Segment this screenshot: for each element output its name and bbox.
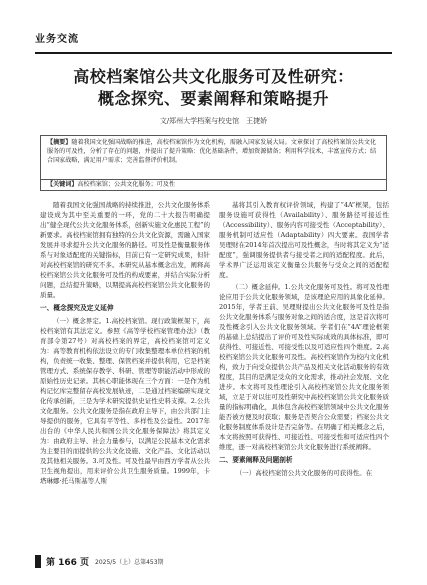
page-number: 第 166 页 (46, 558, 90, 568)
abstract-label: 【摘要】 (47, 139, 72, 146)
section-heading: 二、要素阐释及问题剖析 (219, 456, 293, 464)
section-tag: 业务交流 (35, 34, 79, 45)
paragraph: （一）高校档案馆公共文化服务的可获得性。在 (235, 469, 373, 477)
keywords-label: 【关键词】 (47, 181, 78, 188)
paragraph: 随着我国文化强国战略的持续推进，公共文化服务体系建设成为其中至关重要的一环，党的二十大报告明确提出“健全现代公共文化服务体系，创新实施文化惠民工程”的新要求。高校档案馆拥有独特的公共文化资源，需融入国家发展并寻求提升公共文化服务的路径。可及性是衡量服务体系与对象适配度的关键指标，目前已有一定研究成果，但针对高校档案馆的研究不多。本研究从基本概念出发，阐释高校档案馆公共文化服务可及性的构成要素，并结合实际分析问题，总结提升策略，以期提高高校档案馆公共文化服务的质量。 (40, 201, 210, 299)
paragraph: （二）概念延伸。1.公共文化服务可及性。将可及性理论应用于公共文化服务领域，是该理论应用的具象化延伸。2015年，学者王前、吴理财提出公共文化服务可及性是指公共文化服务体系与服务对象之间的适合度，这是首次将可及性概念引入公共文化服务领域。学者们在“4A”理论框架的基础上总结提出了评价可及性实际成效的具体标准，即可获得性、可接近性、可接受性以及可适应性四个维度。2.高校档案馆公共文化服务可及性。高校档案馆作为校内文化机构，致力于向受众提供公共产品及相关文化活动服务的有效程度，其目的是满足受众的文化需求，推动社会发展、文化进步。本文将可及性理论引入高校档案馆公共文化服务领域，立足于对以往可及性研究中高校档案馆公共文化服务质量的指标明确化，具体包含高校档案馆领域中公共文化服务能否被方便及时获取；服务是否契合公众需要；档案公共文化服务制度体系设计是否完备等。在明确了相关概念之后，本文将按照可获得性、可接近性、可接受性和可适应性四个维度，逐一对高校档案馆公共文化服务进行系统阐释。 (219, 283, 389, 451)
article-title-line-2: 概念探究、要素阐释和策略提升 (97, 89, 329, 108)
keywords-text: 高校档案馆；公共文化服务；可及性 (77, 181, 175, 188)
section-heading: 一、概念探究及定义延伸 (40, 304, 114, 312)
paragraph: 基将其引入教育权评价领域，构建了“4A”框架，包括服务设施可获得性（Availability）、服务路径可接近性（Accessibility）、服务内容可接受性（Acceptability）、服务机制可适应性（Adaptability）四大要素。我国学者吴理财在2014年首次提出可及性概念，当时将其定义为“适配度”，强调服务提供者与接受者之间的适配程度。此后，学术界广泛运用该定义衡量公共服务与受众之间的适配程度。 (219, 201, 389, 279)
body-column-right (219, 200, 389, 480)
issue-info: 2025/5（上）总第453期 (95, 559, 164, 566)
author-line: 文/郑州大学档案与校史馆 王捷娇 (159, 117, 268, 125)
abstract-box (40, 135, 387, 180)
page-footer (35, 555, 392, 569)
article-title-line-1: 高校档案馆公共文化服务可及性研究： (73, 67, 354, 86)
footer-bar (35, 555, 41, 568)
header-rule (35, 52, 392, 54)
abstract-text: 随着我国文化强国战略的推进，高校档案馆作为文化机构，需融入国家发展大局。文章探讨了高校档案馆公共文化服务的可及性，分析了存在的问题，并提出了提升策略：优化基础条件，增加资源储备；利用科学技术，丰富宣传方式；结合国家战略，满足用户需求；完善监督评价机制。 (47, 139, 377, 165)
body-column-left (40, 200, 210, 488)
keywords-box (40, 179, 387, 191)
paragraph: （一）概念界定。1.高校档案馆。现行政策框架下，高校档案馆有其法定义。参照《高等学校档案管理办法》（教育部令第27号）对高校档案的界定，高校档案馆可定义为：高等教育机构依法设立的专门收集整理本单位档案的机构，负责统一收集、整理、保管档案并提供利用，它是档案管理方式、系统保存教学、科研、管理等职能活动中形成的原始性历史记录。其核心职能体现在三个方面：一是作为机构记忆库完整留存高校发展轨迹，二是通过档案编研实现文化传承创新，三是为学术研究提供史证性史料支撑。2.公共文化服务。公共文化服务是指在政府主导下，由公共部门主导提供的服务，它具有平等性、多样性及公益性。2017年出台的《中华人民共和国公共文化服务保障法》将其定义为：由政府主导、社会力量参与，以满足公民基本文化需求为主要目的而提供的公共文化设施、文化产品、文化活动以及其他相关服务。3.可及性。可及性最早由西方学者从公共卫生视角提出，用来评价公共卫生服务质量。1999年，卡塔琳娜·托马斯基等人斯 (40, 317, 210, 485)
